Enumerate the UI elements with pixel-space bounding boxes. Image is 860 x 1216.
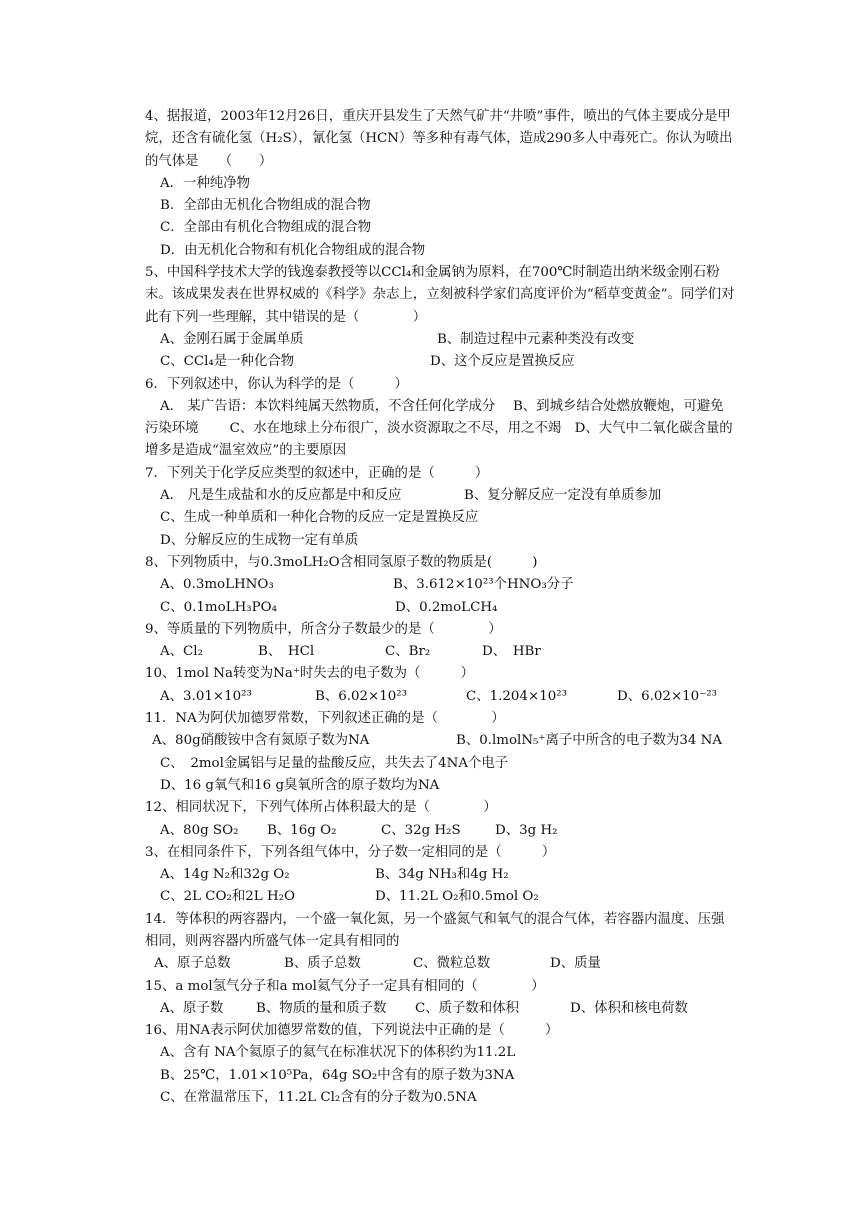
q5-options-row1 bbox=[0, 329, 860, 351]
q10-option-c: C、1.204×10²³ bbox=[466, 688, 567, 704]
q9-option-d: D、 HBr bbox=[482, 644, 541, 660]
q8-options-row1 bbox=[0, 574, 860, 596]
q13-stem: 3、在相同条件下，下列各组气体中，分子数一定相同的是（ ） bbox=[145, 844, 556, 860]
q12-stem: 12、相同状况下，下列气体所占体积最大的是（ ） bbox=[145, 800, 497, 816]
q11-option-c: C、 2mol金属铝与足量的盐酸反应，共失去了4NA个电子 bbox=[160, 755, 509, 771]
q11-option-a: A、80g硝酸铵中含有氮原子数为NA bbox=[152, 733, 370, 749]
q15-option-a: A、原子数 bbox=[160, 1000, 224, 1016]
q4-option-a: A．一种纯净物 bbox=[160, 175, 251, 191]
q12-options bbox=[0, 820, 860, 842]
q13-options-row2 bbox=[0, 886, 860, 908]
q5-option-d: D、这个反应是置换反应 bbox=[430, 354, 575, 370]
q9-option-b: B、 HCl bbox=[258, 644, 315, 660]
q10-stem: 10、1mol Na转变为Na⁺时失去的电子数为（ ） bbox=[145, 666, 474, 682]
q4-option-c: C．全部由有机化合物组成的混合物 bbox=[160, 220, 372, 236]
q10-option-a: A、3.01×10²³ bbox=[160, 688, 252, 704]
q6-body: A． 某广告语：本饮料纯属天然物质，不含任何化学成分 B、到城乡结合处燃放鞭炮，可避免污染环境 C、水在地球上分布很广，淡水资源取之不尽，用之不竭 D、大气中二氧化碳含量的增多是造成“温室效应”的主要原因 bbox=[145, 398, 733, 459]
q5-option-b: B、制造过程中元素种类没有改变 bbox=[437, 331, 635, 347]
q11-options-row1 bbox=[0, 730, 860, 752]
q13-option-c: C、2L CO₂和2L H₂O bbox=[160, 889, 295, 905]
q16-stem: 16、用NA表示阿伏加德罗常数的值，下列说法中正确的是（ ） bbox=[145, 1023, 559, 1039]
q16-option-b: B、25℃，1.01×10⁵Pa，64g SO₂中含有的原子数为3NA bbox=[160, 1067, 515, 1083]
q5-stem: 5、中国科学技术大学的钱逸泰教授等以CCl₄和金属钠为原料，在700℃时制造出纳米级金刚石粉末。该成果发表在世界权威的《科学》杂志上，立刻被科学家们高度评价为“稻草变黄金”。同学们对此有下列一些理解，其中错误的是（ ） bbox=[145, 265, 735, 325]
q8-option-b: B、3.612×10²³个HNO₃分子 bbox=[393, 577, 574, 593]
q8-option-a: A、0.3moLHNO₃ bbox=[160, 577, 274, 593]
q7-option-a: A． 凡是生成盐和水的反应都是中和反应 bbox=[160, 488, 402, 504]
q9-options bbox=[0, 641, 860, 663]
q7-option-c: C、生成一种单质和一种化合物的反应一定是置换反应 bbox=[160, 510, 479, 526]
q6-stem: 6．下列叙述中，你认为科学的是（ ） bbox=[145, 376, 408, 392]
q15-stem: 15、a mol氢气分子和a mol氦气分子一定具有相同的（ ） bbox=[145, 978, 545, 994]
q14-option-a: A、原子总数 bbox=[154, 956, 231, 972]
q9-stem: 9、等质量的下列物质中，所含分子数最少的是（ ） bbox=[145, 621, 502, 637]
q16-option-a: A、含有 NA个氦原子的氦气在标准状况下的体积约为11.2L bbox=[160, 1045, 516, 1061]
q11-option-d: D、16 g氧气和16 g臭氧所含的原子数均为NA bbox=[160, 777, 440, 793]
q7-stem: 7．下列关于化学反应类型的叙述中，正确的是（ ） bbox=[145, 465, 489, 481]
q8-stem: 8、下列物质中，与0.3moLH₂O含相同氢原子数的物质是( ) bbox=[145, 554, 538, 570]
q12-option-d: D、3g H₂ bbox=[495, 822, 558, 838]
q11-option-b: B、0.lmolN₅⁺离子中所含的电子数为34 NA bbox=[456, 733, 723, 749]
q12-option-a: A、80g SO₂ bbox=[160, 822, 239, 838]
q10-options bbox=[0, 686, 860, 708]
q15-option-c: C、质子数和体积 bbox=[415, 1000, 519, 1016]
q14-options bbox=[0, 953, 860, 975]
q15-options bbox=[0, 998, 860, 1020]
exam-page bbox=[0, 106, 860, 1109]
q14-option-d: D、质量 bbox=[550, 956, 601, 972]
q13-option-a: A、14g N₂和32g O₂ bbox=[160, 867, 290, 883]
q14-option-c: C、微粒总数 bbox=[413, 956, 491, 972]
q4-option-b: B．全部由无机化合物组成的混合物 bbox=[160, 198, 371, 214]
q11-stem: 11．NA为阿伏加德罗常数，下列叙述正确的是（ ） bbox=[145, 711, 505, 727]
q12-option-c: C、32g H₂S bbox=[381, 822, 461, 838]
q14-option-b: B、质子总数 bbox=[284, 956, 361, 972]
q9-option-a: A、Cl₂ bbox=[160, 644, 203, 660]
q13-option-b: B、34g NH₃和4g H₂ bbox=[375, 867, 509, 883]
q9-option-c: C、Br₂ bbox=[385, 644, 431, 660]
q15-option-b: B、物质的量和质子数 bbox=[256, 1000, 387, 1016]
q4-stem: 4、据报道，2003年12月26日，重庆开县发生了天然气矿井“井喷”事件，喷出的气体主要成分是甲烷，还含有硫化氢（H₂S），氰化氢（HCN）等多种有毒气体，造成290多人中毒死亡。你认为喷出的气体是 （ ） bbox=[145, 109, 733, 169]
q10-option-d: D、6.02×10⁻²³ bbox=[617, 688, 718, 704]
q14-stem: 14．等体积的两容器内，一个盛一氧化氮，另一个盛氮气和氧气的混合气体，若容器内温度、压强相同，则两容器内所盛气体一定具有相同的 bbox=[145, 911, 725, 949]
q12-option-b: B、16g O₂ bbox=[267, 822, 337, 838]
q7-option-b: B、复分解反应一定没有单质参加 bbox=[464, 488, 662, 504]
q13-option-d: D、11.2L O₂和0.5mol O₂ bbox=[375, 889, 539, 905]
q10-option-b: B、6.02×10²³ bbox=[315, 688, 408, 704]
q5-option-a: A、金刚石属于金属单质 bbox=[160, 331, 304, 347]
q8-options-row2 bbox=[0, 597, 860, 619]
q7-options-row1 bbox=[0, 485, 860, 507]
q5-option-c: C、CCl₄是一种化合物 bbox=[160, 354, 295, 370]
q5-options-row2 bbox=[0, 351, 860, 373]
q15-option-d: D、体积和核电荷数 bbox=[570, 1000, 688, 1016]
q7-option-d: D、分解反应的生成物一定有单质 bbox=[160, 532, 359, 548]
q16-option-c: C、在常温常压下，11.2L Cl₂含有的分子数为0.5NA bbox=[160, 1090, 477, 1106]
q4-option-d: D．由无机化合物和有机化合物组成的混合物 bbox=[160, 242, 426, 258]
q8-option-c: C、0.1moLH₃PO₄ bbox=[160, 599, 277, 615]
q13-options-row1 bbox=[0, 864, 860, 886]
q8-option-d: D、0.2moLCH₄ bbox=[395, 599, 498, 615]
